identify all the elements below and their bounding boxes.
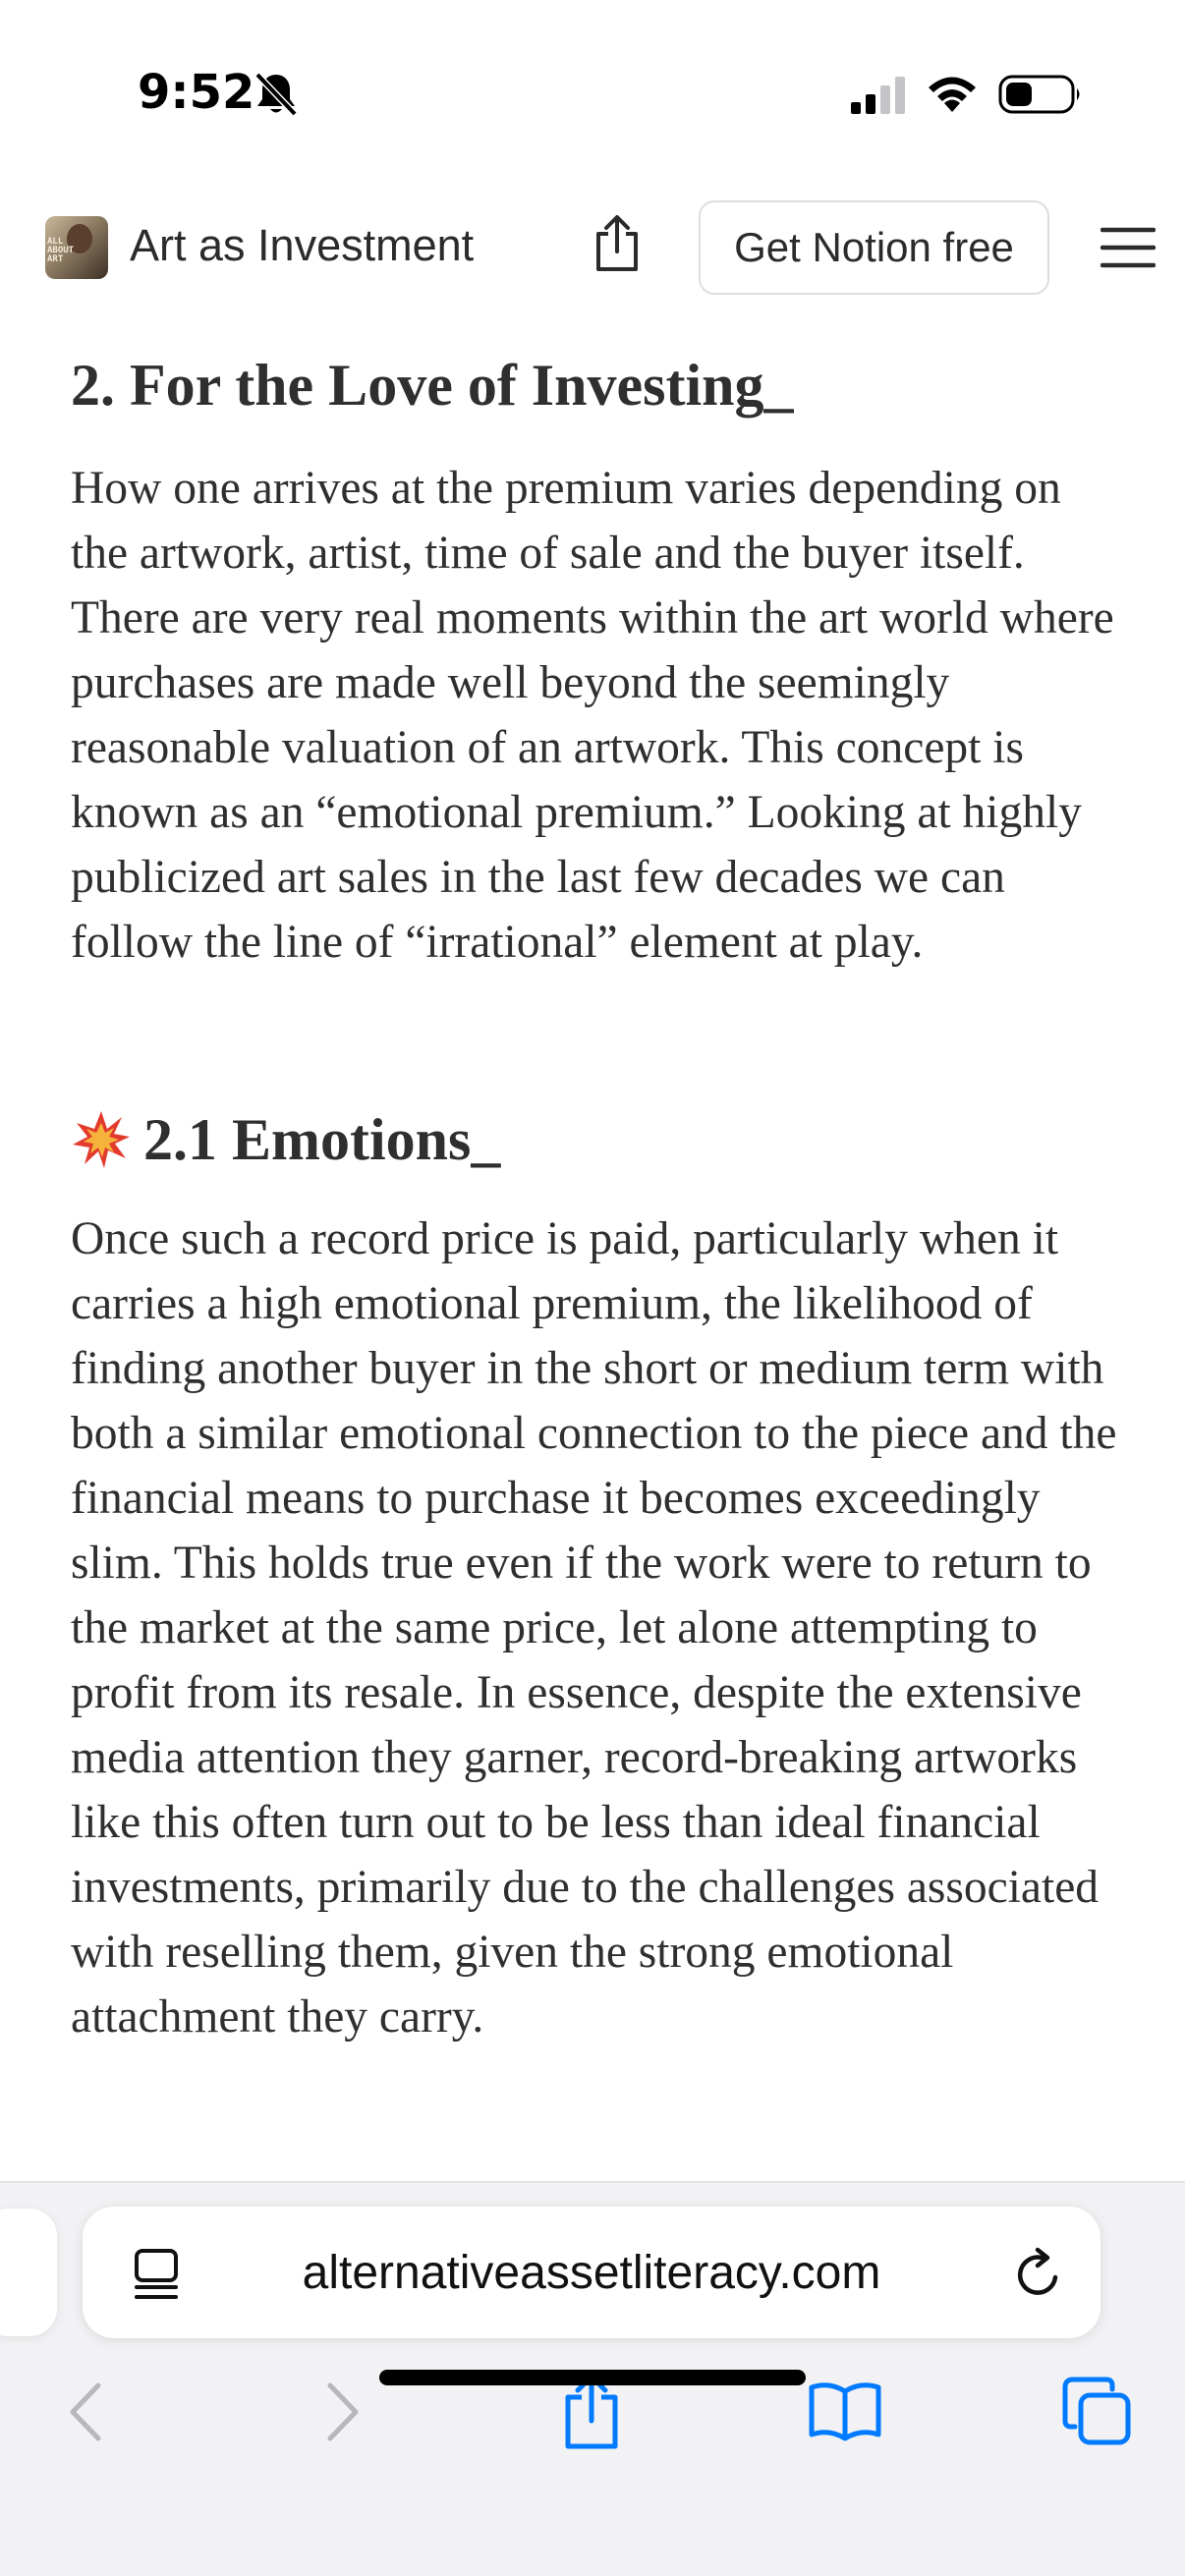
back-icon[interactable] — [63, 2380, 108, 2444]
browser-toolbar — [0, 2181, 1185, 2576]
url-text[interactable]: alternativeassetliteracy.com — [302, 2246, 881, 2299]
share-icon[interactable] — [592, 214, 643, 273]
forward-icon[interactable] — [320, 2380, 366, 2444]
cellular-signal-icon — [849, 75, 908, 116]
site-avatar[interactable] — [45, 216, 108, 279]
get-notion-free-button[interactable]: Get Notion free — [699, 200, 1049, 295]
home-indicator[interactable] — [379, 2370, 806, 2385]
reload-icon[interactable] — [1012, 2246, 1065, 2301]
subsection-heading-text: 2.1 Emotions_ — [143, 1107, 501, 1172]
reader-icon[interactable] — [132, 2248, 181, 2301]
wifi-icon — [926, 71, 979, 116]
subsection-heading — [71, 1104, 500, 1175]
bell-slash-icon — [254, 71, 299, 118]
status-bar — [0, 0, 1185, 187]
bookmarks-icon[interactable] — [808, 2380, 882, 2442]
section-paragraph: How one arrives at the premium varies depending on the artwork, artist, time of sale and the buyer itself. There are very real moments within the art world where purchases are made well beyond the seemingly reasonable valuation of an artwork. This concept is known as an “emotional premium.” Looking at highly publicized art sales in the last few decades we can follow the line of “irrational” element at play. — [71, 463, 1114, 968]
site-header — [0, 187, 1185, 334]
section-heading: 2. For the Love of Investing_ — [71, 353, 794, 418]
previous-tab-card[interactable] — [0, 2209, 57, 2336]
tabs-icon[interactable] — [1061, 2376, 1132, 2446]
collision-icon — [71, 1109, 132, 1170]
status-time: 9:52 — [138, 65, 255, 120]
battery-icon — [998, 73, 1083, 116]
section-paragraph: Once such a record price is paid, particularly when it carries a high emotional premium, the likelihood of finding another buyer in the short or medium term with both a similar emotional connection to the piece and the financial means to purchase it becomes exceedingly slim. This holds true even if the work were to return to the market at the same price, let alone attempting to profit from its resale. In essence, despite the extensive media attention they garner, record-breaking artworks like this often turn out to be less than ideal financial investments, primarily due to the challenges associated with reselling them, given the strong emotional attachment they carry. — [71, 1213, 1117, 2043]
site-title[interactable]: Art as Investment — [130, 220, 475, 270]
menu-icon[interactable] — [1100, 226, 1156, 269]
avatar-text: ALL ABOUT ART — [47, 237, 75, 264]
address-bar[interactable] — [83, 2207, 1100, 2338]
